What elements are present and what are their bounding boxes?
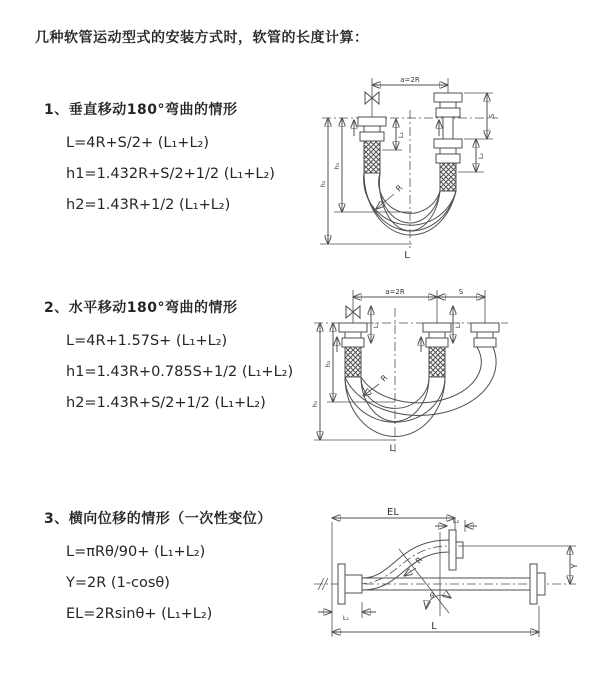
- middle-fitting: [423, 323, 451, 377]
- dim-l1-label: L₁: [372, 321, 380, 329]
- length-label: L: [389, 444, 395, 454]
- formula-line: Y=2R (1-cosθ): [66, 575, 170, 591]
- dim-el-label: EL: [387, 507, 399, 518]
- s-curve-hose: [362, 540, 449, 590]
- dim-h2-label: h₂: [319, 180, 327, 188]
- length-label: L: [404, 250, 410, 261]
- dim-a2r-label: a=2R: [385, 288, 405, 296]
- formula-line: L=πRθ/90+ (L₁+L₂): [66, 544, 206, 560]
- radius-label: R: [394, 183, 405, 194]
- right-fitting: [434, 93, 462, 191]
- braided-hose: [364, 141, 380, 173]
- formula-line: h2=1.43R+1/2 (L₁+L₂): [66, 197, 231, 213]
- dim-h1-label: h₁: [333, 162, 341, 170]
- left-fitting: [339, 323, 367, 377]
- top-dimensions: [353, 288, 485, 297]
- centerlines: [314, 290, 508, 452]
- radius-label: R: [413, 555, 425, 566]
- l1-dimension: [318, 602, 376, 622]
- section-3-heading: 3、横向位移的情形（一次性变位）: [44, 511, 272, 527]
- diagram-horizontal-180-bend: [303, 280, 600, 465]
- section-2-heading: 2、水平移动180°弯曲的情形: [44, 300, 238, 316]
- dim-a2r-label: a=2R: [400, 76, 420, 84]
- radius-label: R: [379, 373, 390, 384]
- l-dimension: [332, 606, 539, 637]
- formula-line: h2=1.43R+S/2+1/2 (L₁+L₂): [66, 395, 266, 411]
- left-fitting: [358, 117, 386, 173]
- right-fitting: [471, 323, 499, 347]
- dim-h2-label: h₂: [324, 360, 332, 368]
- left-flange: [338, 564, 362, 604]
- dim-s-label: S: [458, 288, 464, 296]
- dim-l2-label: L₂: [477, 152, 485, 160]
- centerlines: [322, 78, 498, 248]
- upper-flange: [449, 530, 463, 570]
- braided-hose: [440, 163, 456, 191]
- formula-line: EL=2Rsinθ+ (L₁+L₂): [66, 606, 213, 622]
- section-1: [44, 101, 275, 221]
- angle-callout: [426, 592, 451, 609]
- section-3: [44, 510, 272, 630]
- page-title: 几种软管运动型式的安装方式时，软管的长度计算：: [35, 30, 369, 46]
- dim-h1-label: h₁: [311, 400, 319, 408]
- section-2: [44, 299, 293, 419]
- hose-arcs: [345, 347, 496, 437]
- section-1-heading: 1、垂直移动180°弯曲的情形: [44, 102, 238, 118]
- s-dimension: [458, 93, 496, 172]
- angle-theta-label: θ: [429, 592, 435, 600]
- formula-line: h1=1.432R+S/2+1/2 (L₁+L₂): [66, 166, 275, 182]
- dim-s-label: S: [488, 113, 496, 119]
- braided-hose: [345, 347, 361, 377]
- dimension-a2r: [372, 76, 448, 85]
- dim-l1-label: L₁: [342, 614, 350, 622]
- dim-y-label: Y: [570, 563, 579, 569]
- braided-hose: [429, 347, 445, 377]
- formula-line: L=4R+S/2+ (L₁+L₂): [66, 135, 209, 151]
- dim-l2-label: L₂: [452, 517, 460, 525]
- formula-line: h1=1.43R+0.785S+1/2 (L₁+L₂): [66, 364, 294, 380]
- dim-l1-label: L₁: [397, 131, 405, 139]
- right-flange: [530, 564, 545, 604]
- diagram-vertical-180-bend: [306, 62, 598, 262]
- formula-line: L=4R+1.57S+ (L₁+L₂): [66, 333, 228, 349]
- dim-l-label: L: [431, 621, 437, 632]
- dim-l2-label: L₂: [454, 321, 462, 329]
- diagram-lateral-displacement: [298, 502, 600, 652]
